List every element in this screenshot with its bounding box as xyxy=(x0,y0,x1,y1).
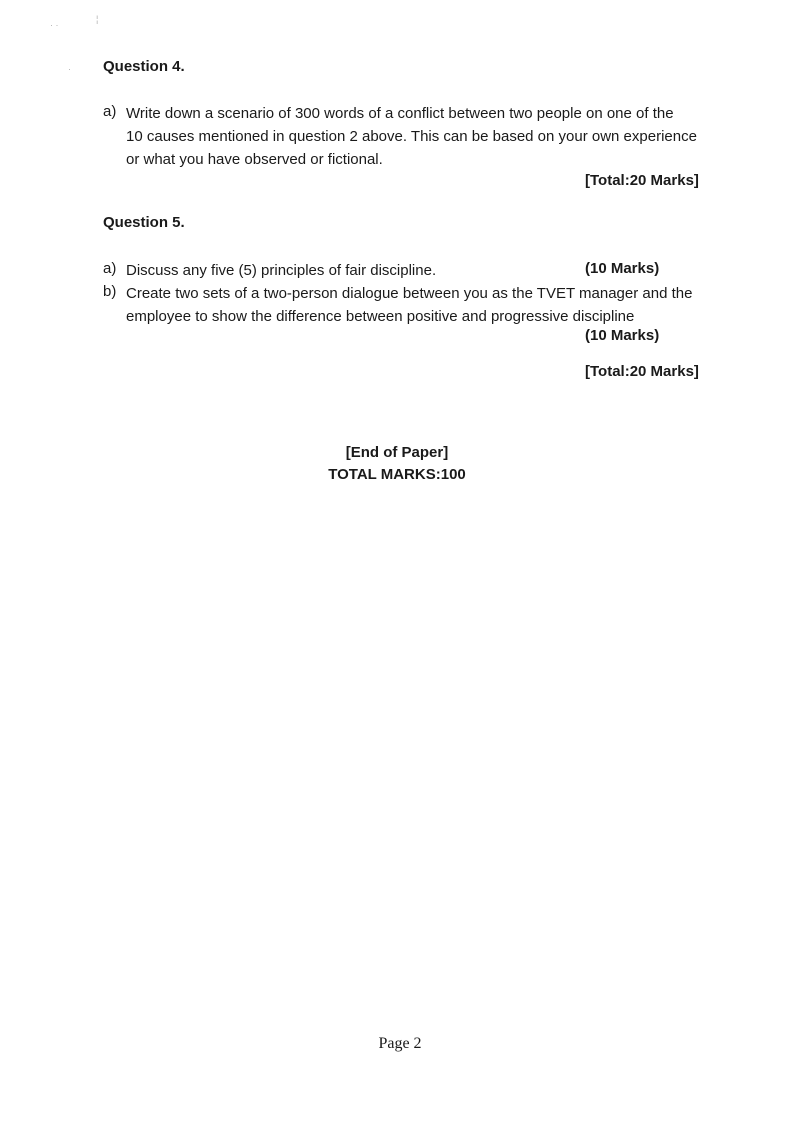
total-marks-label: TOTAL MARKS:100 xyxy=(328,466,466,483)
end-of-paper-label: [End of Paper] xyxy=(345,444,449,461)
scan-mark: ¦ xyxy=(96,14,99,24)
scan-mark: · · xyxy=(50,20,59,30)
question-4-heading: Question 4. xyxy=(103,58,185,75)
item-text-line: Write down a scenario of 300 words of a conflict between two people on one of the xyxy=(126,105,674,122)
item-text-line: Create two sets of a two-person dialogue between you as the TVET manager and the xyxy=(126,285,693,302)
item-text-line: employee to show the difference between positive and progressive discipline xyxy=(126,308,635,325)
question-5-total-marks: [Total:20 Marks] xyxy=(585,363,699,380)
item-letter: a) xyxy=(103,103,117,120)
item-text-line: Discuss any five (5) principles of fair discipline. xyxy=(126,262,437,279)
item-marks: (10 Marks) xyxy=(585,327,660,344)
item-text-line: 10 causes mentioned in question 2 above. This can be based on your own experience xyxy=(126,128,697,145)
item-letter: b) xyxy=(103,283,117,300)
question-4-total-marks: [Total:20 Marks] xyxy=(585,172,699,189)
page-number: Page 2 xyxy=(378,1035,422,1052)
item-letter: a) xyxy=(103,260,117,277)
item-text-line: or what you have observed or fictional. xyxy=(126,151,383,168)
question-5-heading: Question 5. xyxy=(103,214,185,231)
scan-mark: · xyxy=(68,64,71,74)
item-marks: (10 Marks) xyxy=(585,260,660,277)
